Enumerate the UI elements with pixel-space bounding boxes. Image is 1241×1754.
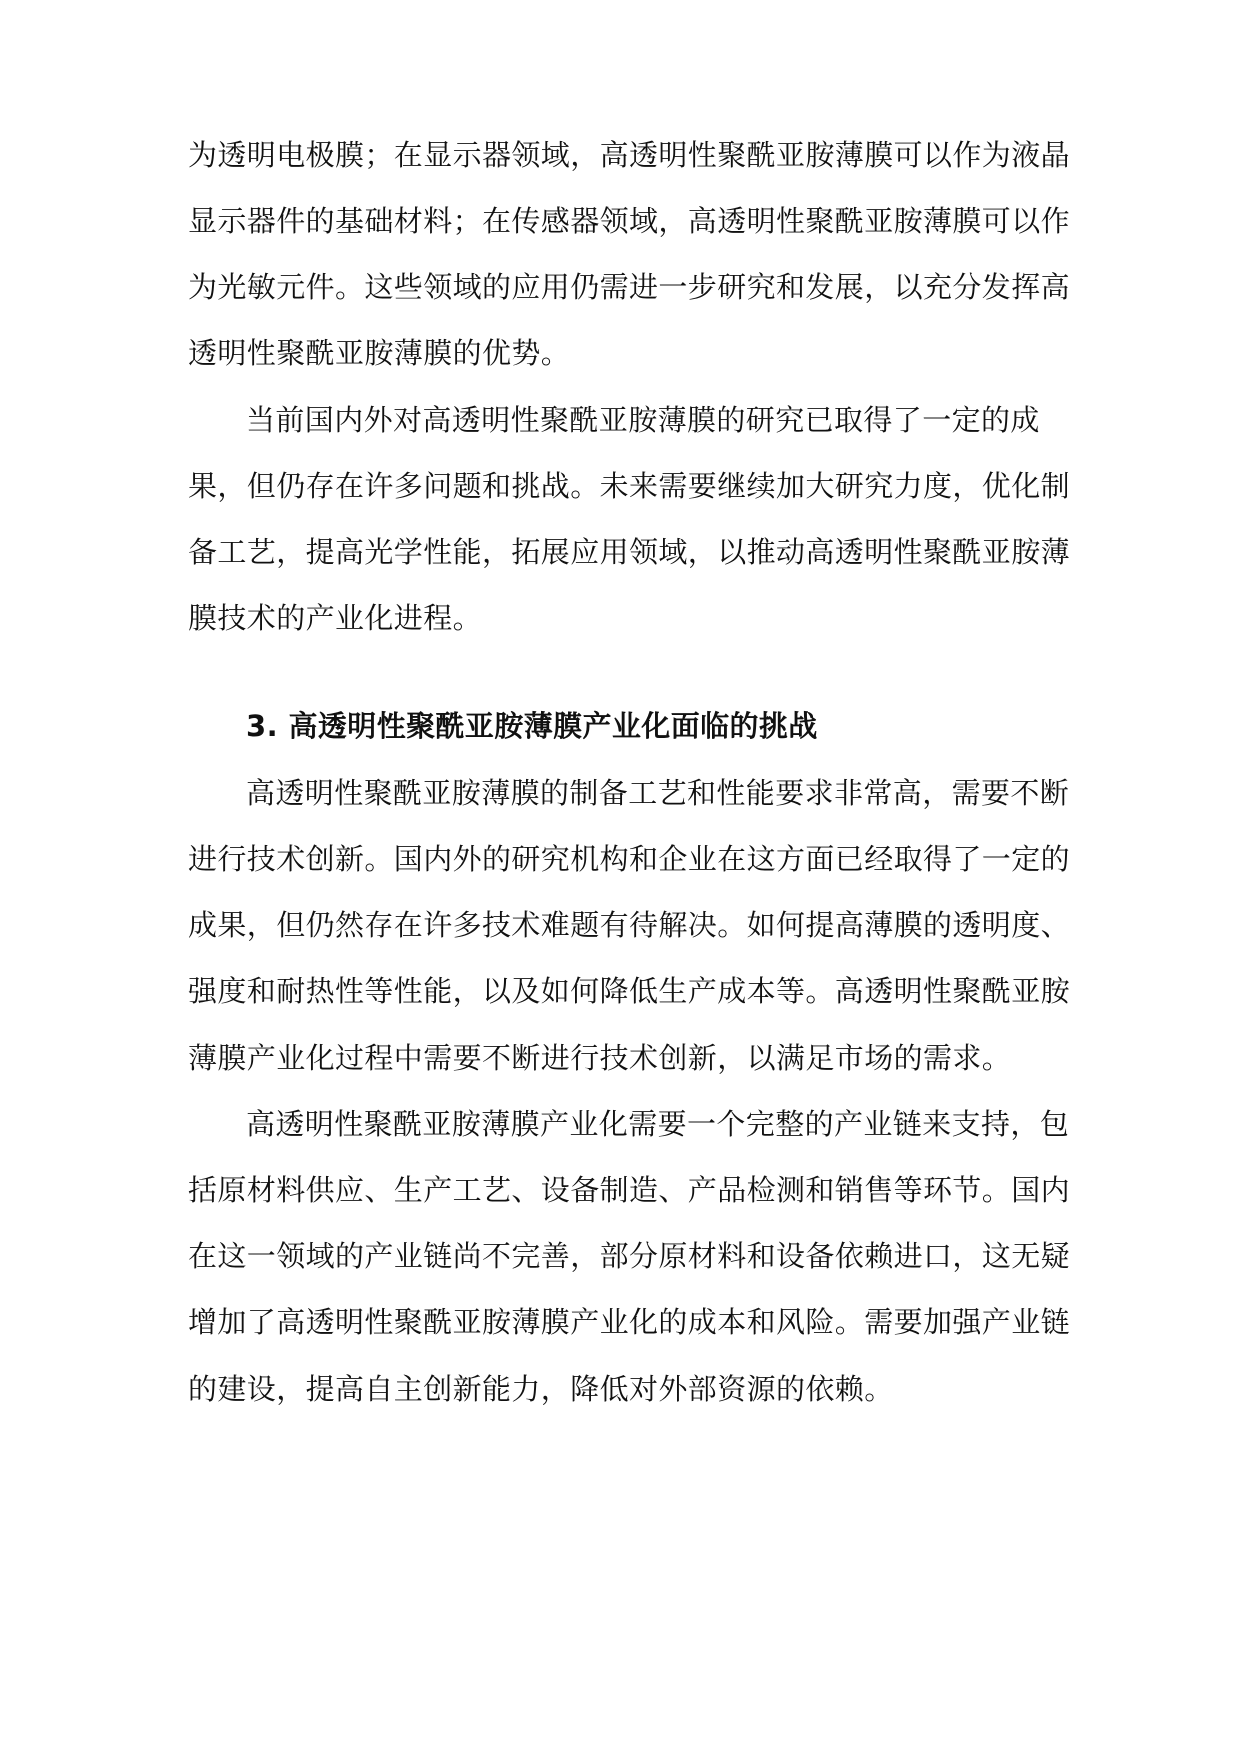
paragraph-3-line-1: 高透明性聚酰亚胺薄膜的制备工艺和性能要求非常高，需要不断: [246, 776, 1070, 810]
paragraph-3-line-2: 进行技术创新。国内外的研究机构和企业在这方面已经取得了一定的: [188, 842, 1071, 876]
paragraph-3-line-5: 薄膜产业化过程中需要不断进行技术创新，以满足市场的需求。: [188, 1041, 1012, 1075]
paragraph-3-line-3: 成果，但仍然存在许多技术难题有待解决。如何提高薄膜的透明度、: [188, 908, 1071, 942]
paragraph-4-line-5: 的建设，提高自主创新能力，降低对外部资源的依赖。: [188, 1372, 894, 1406]
section-heading: 3. 高透明性聚酰亚胺薄膜产业化面临的挑战: [246, 709, 818, 743]
paragraph-2-line-4: 膜技术的产业化进程。: [188, 601, 483, 635]
paragraph-3-line-4: 强度和耐热性等性能，以及如何降低生产成本等。高透明性聚酰亚胺: [188, 974, 1071, 1008]
paragraph-4-line-1: 高透明性聚酰亚胺薄膜产业化需要一个完整的产业链来支持，包: [246, 1107, 1070, 1141]
paragraph-2-line-2: 果，但仍存在许多问题和挑战。未来需要继续加大研究力度，优化制: [188, 469, 1071, 503]
paragraph-1-line-2: 显示器件的基础材料；在传感器领域，高透明性聚酰亚胺薄膜可以作: [188, 204, 1071, 238]
paragraph-1-line-3: 为光敏元件。这些领域的应用仍需进一步研究和发展，以充分发挥高: [188, 270, 1071, 304]
paragraph-1-line-1: 为透明电极膜；在显示器领域，高透明性聚酰亚胺薄膜可以作为液晶: [188, 138, 1071, 172]
paragraph-1-line-4: 透明性聚酰亚胺薄膜的优势。: [188, 336, 571, 370]
paragraph-4-line-4: 增加了高透明性聚酰亚胺薄膜产业化的成本和风险。需要加强产业链: [188, 1305, 1071, 1339]
paragraph-4-line-3: 在这一领域的产业链尚不完善，部分原材料和设备依赖进口，这无疑: [188, 1239, 1071, 1273]
paragraph-2-line-3: 备工艺，提高光学性能，拓展应用领域，以推动高透明性聚酰亚胺薄: [188, 535, 1071, 569]
paragraph-4-line-2: 括原材料供应、生产工艺、设备制造、产品检测和销售等环节。国内: [188, 1173, 1071, 1207]
paragraph-2-line-1: 当前国内外对高透明性聚酰亚胺薄膜的研究已取得了一定的成: [246, 403, 1040, 437]
